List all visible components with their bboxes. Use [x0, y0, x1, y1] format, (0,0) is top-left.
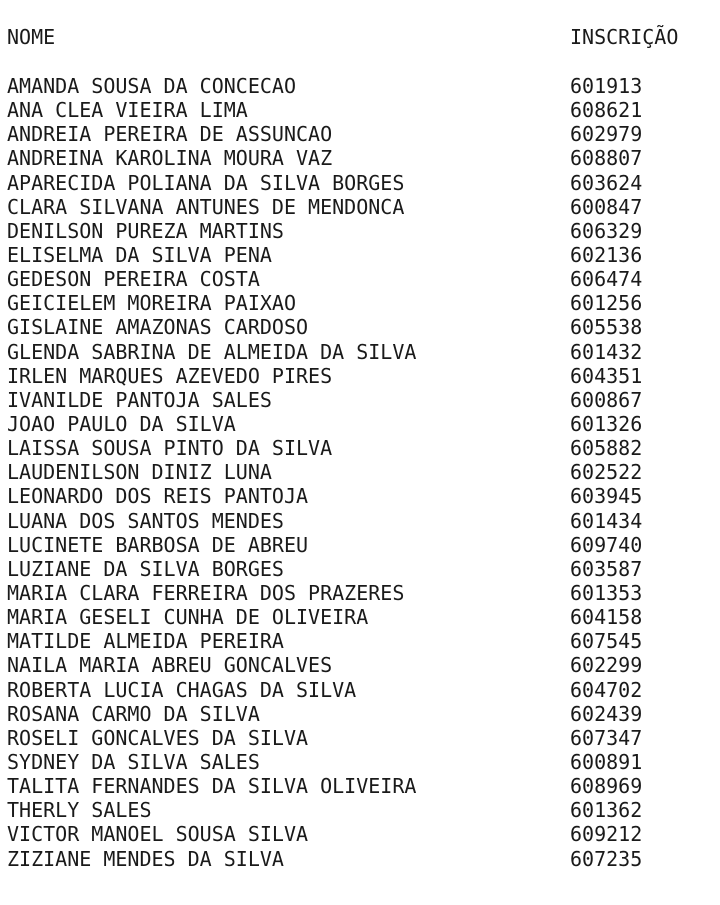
- candidate-inscricao: 601913: [570, 74, 643, 98]
- candidate-name: VICTOR MANOEL SOUSA SILVA: [7, 822, 309, 847]
- inscricao-column-header: INSCRIÇÃO: [570, 25, 679, 49]
- candidate-name: MARIA CLARA FERREIRA DOS PRAZERES: [7, 580, 405, 605]
- candidate-inscricao: 603624: [570, 170, 643, 195]
- candidate-name: JOAO PAULO DA SILVA: [7, 411, 236, 436]
- candidate-inscricao: 602522: [570, 460, 643, 485]
- list-row: [0, 726, 720, 750]
- list-row: [0, 195, 720, 219]
- list-row: [0, 678, 720, 702]
- list-row: [0, 171, 720, 195]
- candidate-inscricao: 601432: [570, 339, 643, 364]
- candidate-name: MATILDE ALMEIDA PEREIRA: [7, 629, 284, 654]
- candidate-inscricao: 609212: [570, 822, 643, 847]
- list-row: [0, 847, 720, 871]
- candidate-name: ZIZIANE MENDES DA SILVA: [7, 846, 284, 871]
- list-row: [0, 364, 720, 388]
- list-row: [0, 605, 720, 629]
- candidate-name: GLENDA SABRINA DE ALMEIDA DA SILVA: [7, 339, 417, 364]
- candidate-name: APARECIDA POLIANA DA SILVA BORGES: [7, 170, 405, 195]
- candidate-name: GISLAINE AMAZONAS CARDOSO: [7, 315, 309, 340]
- candidate-name: IRLEN MARQUES AZEVEDO PIRES: [7, 363, 333, 388]
- candidate-inscricao: 600867: [570, 387, 643, 412]
- candidate-name: LEONARDO DOS REIS PANTOJA: [7, 484, 309, 509]
- candidate-inscricao: 607235: [570, 846, 643, 871]
- candidate-inscricao: 602136: [570, 242, 643, 267]
- header-row: [0, 25, 720, 49]
- candidate-inscricao: 605538: [570, 315, 643, 340]
- candidate-inscricao: 607545: [570, 629, 643, 654]
- list-row: [0, 822, 720, 846]
- candidate-inscricao: 604702: [570, 677, 643, 702]
- candidate-name: IVANILDE PANTOJA SALES: [7, 387, 272, 412]
- list-row: [0, 702, 720, 726]
- candidate-name: LAISSA SOUSA PINTO DA SILVA: [7, 436, 333, 461]
- candidate-name: LUZIANE DA SILVA BORGES: [7, 556, 284, 581]
- candidate-inscricao: 606474: [570, 267, 643, 292]
- candidate-name: LAUDENILSON DINIZ LUNA: [7, 460, 272, 485]
- candidate-inscricao: 601326: [570, 411, 643, 436]
- list-row: [0, 291, 720, 315]
- candidate-inscricao: 609740: [570, 532, 643, 557]
- list-row: [0, 436, 720, 460]
- candidate-name: ROBERTA LUCIA CHAGAS DA SILVA: [7, 677, 357, 702]
- candidate-inscricao: 600847: [570, 194, 643, 219]
- candidate-name: GEDESON PEREIRA COSTA: [7, 267, 260, 292]
- candidate-name: DENILSON PUREZA MARTINS: [7, 218, 284, 243]
- candidate-inscricao: 605882: [570, 436, 643, 461]
- candidate-name: LUCINETE BARBOSA DE ABREU: [7, 532, 309, 557]
- candidate-inscricao: 604351: [570, 363, 643, 388]
- candidate-inscricao: 603587: [570, 556, 643, 581]
- candidate-name: CLARA SILVANA ANTUNES DE MENDONCA: [7, 194, 405, 219]
- candidate-inscricao: 602439: [570, 701, 643, 726]
- candidate-inscricao: 602979: [570, 122, 643, 147]
- candidate-name: ROSELI GONCALVES DA SILVA: [7, 725, 309, 750]
- list-row: [0, 74, 720, 98]
- candidate-inscricao: 608969: [570, 774, 643, 799]
- candidate-inscricao: 603945: [570, 484, 643, 509]
- list-row: [0, 122, 720, 146]
- list-row: [0, 460, 720, 484]
- list-row: [0, 629, 720, 653]
- list-row: [0, 340, 720, 364]
- list-row: [0, 750, 720, 774]
- candidate-list: [0, 74, 720, 871]
- candidate-name: MARIA GESELI CUNHA DE OLIVEIRA: [7, 605, 369, 630]
- list-row: [0, 219, 720, 243]
- candidate-name: ELISELMA DA SILVA PENA: [7, 242, 272, 267]
- candidate-name: AMANDA SOUSA DA CONCECAO: [7, 74, 296, 98]
- candidate-inscricao: 601353: [570, 580, 643, 605]
- candidate-inscricao: 608621: [570, 98, 643, 123]
- candidate-name: LUANA DOS SANTOS MENDES: [7, 508, 284, 533]
- candidate-name: TALITA FERNANDES DA SILVA OLIVEIRA: [7, 774, 417, 799]
- list-row: [0, 388, 720, 412]
- list-row: [0, 533, 720, 557]
- candidate-inscricao: 607347: [570, 725, 643, 750]
- candidate-name: GEICIELEM MOREIRA PAIXAO: [7, 291, 296, 316]
- list-row: [0, 243, 720, 267]
- list-row: [0, 774, 720, 798]
- candidate-name: ROSANA CARMO DA SILVA: [7, 701, 260, 726]
- candidate-name: THERLY SALES: [7, 798, 152, 823]
- list-row: [0, 653, 720, 677]
- candidate-inscricao: 604158: [570, 605, 643, 630]
- list-row: [0, 509, 720, 533]
- candidate-name: SYDNEY DA SILVA SALES: [7, 749, 260, 774]
- candidate-name: ANA CLEA VIEIRA LIMA: [7, 98, 248, 123]
- list-row: [0, 798, 720, 822]
- candidate-inscricao: 602299: [570, 653, 643, 678]
- list-row: [0, 484, 720, 508]
- candidate-inscricao: 601256: [570, 291, 643, 316]
- candidate-inscricao: 600891: [570, 749, 643, 774]
- candidate-inscricao: 601362: [570, 798, 643, 823]
- name-column-header: NOME: [7, 25, 56, 49]
- candidate-inscricao: 608807: [570, 146, 643, 171]
- candidate-inscricao: 601434: [570, 508, 643, 533]
- candidate-name: ANDREINA KAROLINA MOURA VAZ: [7, 146, 333, 171]
- list-row: [0, 315, 720, 339]
- list-row: [0, 557, 720, 581]
- list-row: [0, 267, 720, 291]
- candidate-name: ANDREIA PEREIRA DE ASSUNCAO: [7, 122, 333, 147]
- list-row: [0, 581, 720, 605]
- list-row: [0, 98, 720, 122]
- list-row: [0, 412, 720, 436]
- list-row: [0, 146, 720, 170]
- candidate-inscricao: 606329: [570, 218, 643, 243]
- candidate-name: NAILA MARIA ABREU GONCALVES: [7, 653, 333, 678]
